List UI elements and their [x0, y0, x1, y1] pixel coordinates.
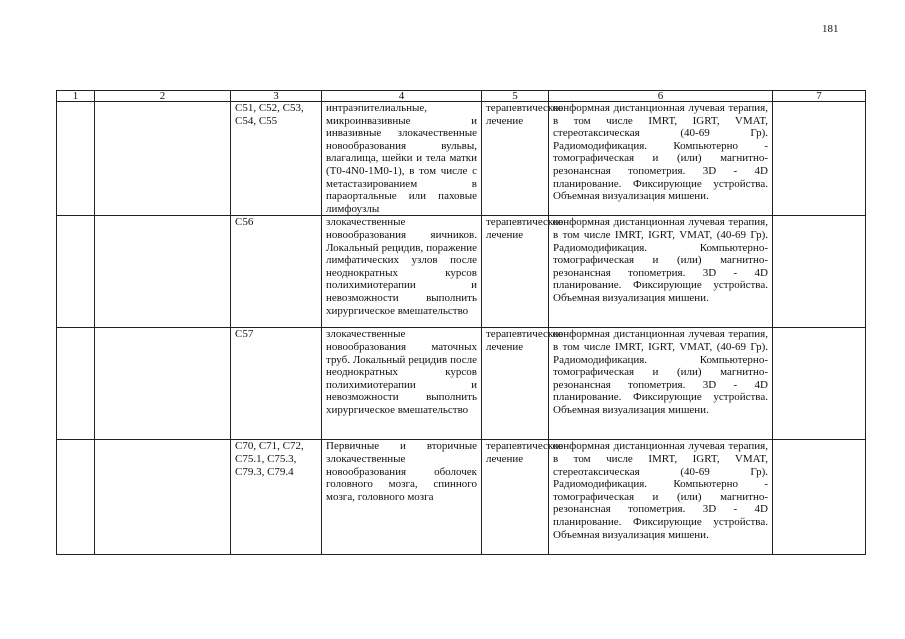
column-header: 6 [549, 91, 773, 102]
cell-diagnosis: интраэпителиальные, микроинвазивные и инвазивные злокачественные новообразования вульвы, влагалища, шейки и тела матки (T0-4N0-1M0-1), в том числе с метастазированием в параортальные или паховые лимфоузлы [322, 102, 482, 216]
table-row [57, 328, 866, 440]
cell-col7 [773, 440, 866, 555]
cell-col7 [773, 216, 866, 328]
cell-icd-codes: C57 [231, 328, 322, 440]
cell-treatment-type: терапевтическое лечение [482, 216, 549, 328]
cell-method: конформная дистанционная лучевая терапия, в том числе IMRT, IGRT, VMAT, (40-69 Гр). Радиомодификация. Компьютерно-томографическая и (или) магнитно-резонансная топометрия. 3D - 4D планирование. Фиксирующие устройства. Объемная визуализация мишени. [549, 216, 773, 328]
cell-diagnosis: злокачественные новообразования маточных труб. Локальный рецидив после неоднократных курсов полихимиотерапии и невозможности выполнить хирургическое вмешательство [322, 328, 482, 440]
cell-treatment-type: терапевтическое лечение [482, 440, 549, 555]
column-header: 5 [482, 91, 549, 102]
cell-icd-codes: C70, C71, C72, C75.1, C75.3, C79.3, C79.4 [231, 440, 322, 555]
column-header: 2 [95, 91, 231, 102]
cell-diagnosis: Первичные и вторичные злокачественные новообразования оболочек головного мозга, спинного мозга, головного мозга [322, 440, 482, 555]
cell-col7 [773, 328, 866, 440]
table-row [57, 102, 866, 216]
cell-treatment-type: терапевтическое лечение [482, 102, 549, 216]
cell-col2 [95, 102, 231, 216]
cell-col1 [57, 216, 95, 328]
column-header: 1 [57, 91, 95, 102]
column-header: 7 [773, 91, 866, 102]
table-row [57, 216, 866, 328]
cell-col2 [95, 328, 231, 440]
column-header: 3 [231, 91, 322, 102]
cell-icd-codes: C51, C52, C53, C54, C55 [231, 102, 322, 216]
cell-method: конформная дистанционная лучевая терапия, в том числе IMRT, IGRT, VMAT, (40-69 Гр). Радиомодификация. Компьютерно-томографическая и (или) магнитно-резонансная топометрия. 3D - 4D планирование. Фиксирующие устройства. Объемная визуализация мишени. [549, 328, 773, 440]
cell-method: конформная дистанционная лучевая терапия, в том числе IMRT, IGRT, VMAT, стереотаксическая (40-69 Гр). Радиомодификация. Компьютерно - томографическая и (или) магнитно-резонансная топометрия. 3D - 4D планирование. Фиксирующие устройства. Объемная визуализация мишени. [549, 440, 773, 555]
cell-col7 [773, 102, 866, 216]
cell-col2 [95, 216, 231, 328]
cell-col1 [57, 440, 95, 555]
cell-method: конформная дистанционная лучевая терапия, в том числе IMRT, IGRT, VMAT, стереотаксическая (40-69 Гр). Радиомодификация. Компьютерно - томографическая и (или) магнитно-резонансная топометрия. 3D - 4D планирование. Фиксирующие устройства. Объемная визуализация мишени. [549, 102, 773, 216]
page-number: 181 [822, 23, 839, 35]
cell-icd-codes: C56 [231, 216, 322, 328]
cell-treatment-type: терапевтическое лечение [482, 328, 549, 440]
cell-col2 [95, 440, 231, 555]
column-header: 4 [322, 91, 482, 102]
table-header-row [57, 91, 866, 102]
table-row [57, 440, 866, 555]
cell-col1 [57, 328, 95, 440]
cell-col1 [57, 102, 95, 216]
medical-care-table [56, 90, 866, 555]
cell-diagnosis: злокачественные новообразования яичников. Локальный рецидив, поражение лимфатических узлов после неоднократных курсов полихимиотерапии и невозможности выполнить хирургическое вмешательство [322, 216, 482, 328]
